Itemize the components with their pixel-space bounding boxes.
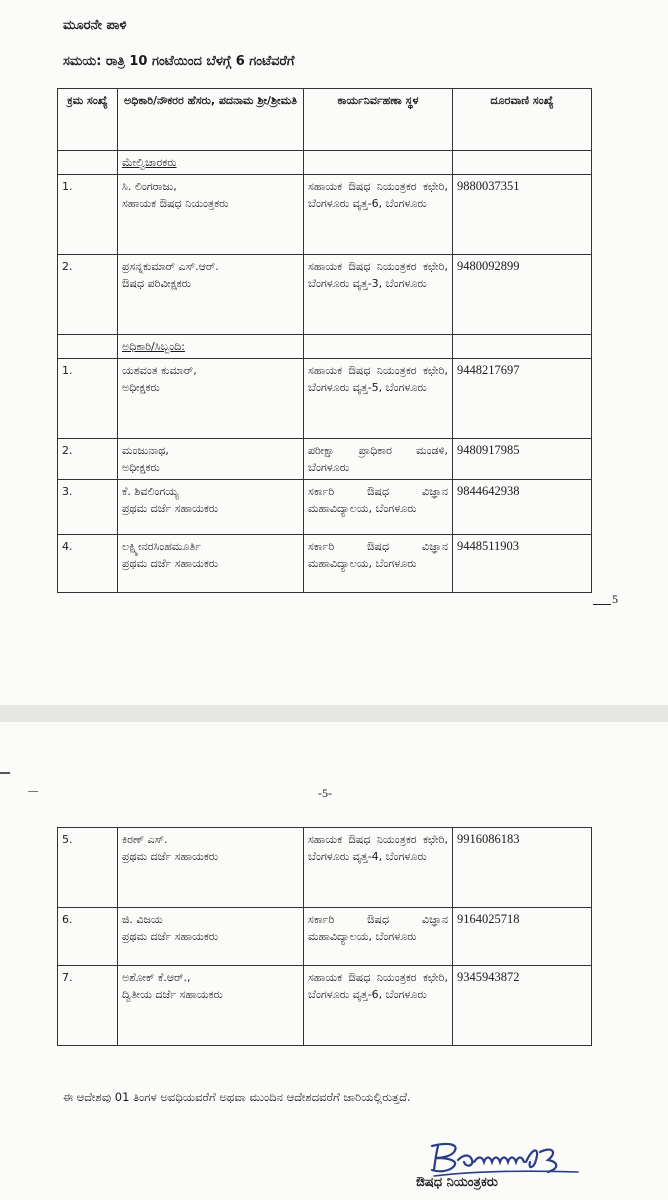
table-row [58, 828, 592, 908]
staff-designation: ಪ್ರಥಮ ದರ್ಜೆ ಸಹಾಯಕರು [122, 850, 219, 863]
serial-number: 7. [58, 966, 118, 1046]
phone-number: 9448511903 [453, 535, 592, 593]
serial-number: 6. [58, 908, 118, 966]
office-location: ಸಹಾಯಕ ಔಷಧ ನಿಯಂತ್ರಕರ ಕಛೇರಿ, ಬೆಂಗಳೂರು ವೃತ್ತ-5, ಬೆಂಗಳೂರು [304, 359, 453, 439]
phone-number: 9164025718 [453, 908, 592, 966]
header-office: ಕಾರ್ಯನಿರ್ವಹಣಾ ಸ್ಥಳ [304, 89, 453, 151]
serial-number: 1. [58, 359, 118, 439]
table-row [58, 359, 592, 439]
staff-table-page-2 [57, 827, 592, 1046]
section-label: ಮೇಲ್ವಿಚಾರಕರು [118, 151, 304, 175]
table-header-row [58, 89, 592, 151]
name-designation-cell [118, 439, 304, 480]
name-designation-cell [118, 828, 304, 908]
serial-number: 2. [58, 255, 118, 335]
signature-caption: ಔಷಧ ನಿಯಂತ್ರಕರು [416, 1175, 498, 1190]
staff-name: ಕೆ. ಶಿವಲಿಂಗಯ್ಯ [122, 485, 179, 498]
page-number-rule [593, 604, 611, 605]
order-validity-note: ಈ ಆದೇಶವು 01 ತಿಂಗಳ ಅವಧಿಯವರೆಗೆ ಅಥವಾ ಮುಂದಿನ ಆದೇಶದವರೆಗೆ ಜಾರಿಯಲ್ಲಿರುತ್ತದೆ. [63, 1090, 411, 1104]
office-location: ಸಹಾಯಕ ಔಷಧ ನಿಯಂತ್ರಕರ ಕಛೇರಿ, ಬೆಂಗಳೂರು ವೃತ್ತ-6, ಬೆಂಗಳೂರು [304, 966, 453, 1046]
table-row [58, 255, 592, 335]
serial-number: 2. [58, 439, 118, 480]
shift-title: ಮೂರನೇ ಪಾಳಿ [63, 18, 127, 33]
margin-mark [0, 772, 10, 774]
table-row [58, 908, 592, 966]
office-location: ಸರ್ಕಾರಿ ಔಷಧ ವಿಜ್ಞಾನ ಮಹಾವಿದ್ಯಾಲಯ, ಬೆಂಗಳೂರು [304, 480, 453, 535]
name-designation-cell [118, 255, 304, 335]
name-designation-cell [118, 966, 304, 1046]
shift-time: ಸಮಯ: ರಾತ್ರಿ 10 ಗಂಟೆಯಿಂದ ಬೆಳಗ್ಗೆ 6 ಗಂಟೆವರೆಗೆ [63, 54, 295, 69]
name-designation-cell [118, 175, 304, 255]
office-location: ಸರ್ಕಾರಿ ಔಷಧ ವಿಜ್ಞಾನ ಮಹಾವಿದ್ಯಾಲಯ, ಬೆಂಗಳೂರು [304, 908, 453, 966]
staff-name: ಯಶವಂತ ಕುಮಾರ್, [122, 364, 197, 377]
header-name: ಅಧಿಕಾರಿ/ನೌಕರರ ಹೆಸರು, ಪದನಾಮ ಶ್ರೀ/ಶ್ರೀಮತಿ [118, 89, 304, 151]
staff-name: ಸಿ. ಲಿಂಗರಾಜು, [122, 180, 177, 193]
page-separator [0, 705, 668, 722]
table-row [58, 480, 592, 535]
staff-designation: ಪ್ರಥಮ ದರ್ಜೆ ಸಹಾಯಕರು [122, 557, 219, 570]
staff-table-page-1 [57, 88, 592, 593]
page-number: 5 [612, 592, 618, 606]
section-label: ಅಧಿಕಾರಿ/ಸಿಬ್ಬಂದಿ: [118, 335, 304, 359]
staff-designation: ದ್ವಿತೀಯ ದರ್ಜೆ ಸಹಾಯಕರು [122, 988, 223, 1001]
phone-number: 9480092899 [453, 255, 592, 335]
phone-number: 9448217697 [453, 359, 592, 439]
office-location: ಸಹಾಯಕ ಔಷಧ ನಿಯಂತ್ರಕರ ಕಛೇರಿ, ಬೆಂಗಳೂರು ವೃತ್ತ-3, ಬೆಂಗಳೂರು [304, 255, 453, 335]
staff-name: ಪ್ರಸನ್ನಕುಮಾರ್ ಎಸ್.ಆರ್. [122, 260, 219, 273]
table-row [58, 966, 592, 1046]
name-designation-cell [118, 480, 304, 535]
margin-mark [28, 791, 38, 792]
staff-designation: ಪ್ರಥಮ ದರ್ಜೆ ಸಹಾಯಕರು [122, 930, 219, 943]
name-designation-cell [118, 359, 304, 439]
office-location: ಪರೀಕ್ಷಾ ಪ್ರಾಧಿಕಾರ ಮಂಡಳಿ, ಬೆಂಗಳೂರು [304, 439, 453, 480]
phone-number: 9880037351 [453, 175, 592, 255]
name-designation-cell [118, 535, 304, 593]
staff-name: ಮಂಜುನಾಥ, [122, 444, 169, 457]
staff-designation: ಪ್ರಥಮ ದರ್ಜೆ ಸಹಾಯಕರು [122, 502, 219, 515]
header-sno: ಕ್ರಮ ಸಂಖ್ಯೆ [58, 89, 118, 151]
phone-number: 9345943872 [453, 966, 592, 1046]
page-header-number: -5- [318, 786, 332, 800]
staff-name: ಲಕ್ಷ್ಮೀನರಸಿಂಹಮೂರ್ತಿ [122, 540, 201, 553]
office-location: ಸಹಾಯಕ ಔಷಧ ನಿಯಂತ್ರಕರ ಕಛೇರಿ, ಬೆಂಗಳೂರು ವೃತ್ತ-6, ಬೆಂಗಳೂರು [304, 175, 453, 255]
staff-name: ಜಿ. ವಿಜಯ [122, 913, 163, 926]
staff-designation: ಸಹಾಯಕ ಔಷಧ ನಿಯಂತ್ರಕರು [122, 197, 229, 210]
table-row [58, 535, 592, 593]
serial-number: 5. [58, 828, 118, 908]
staff-designation: ಅಧೀಕ್ಷಕರು [122, 461, 160, 474]
table-row [58, 175, 592, 255]
serial-number: 1. [58, 175, 118, 255]
phone-number: 9844642938 [453, 480, 592, 535]
document-page-2 [0, 722, 668, 1200]
office-location: ಸರ್ಕಾರಿ ಔಷಧ ವಿಜ್ಞಾನ ಮಹಾವಿದ್ಯಾಲಯ, ಬೆಂಗಳೂರು [304, 535, 453, 593]
staff-name: ಅಶೋಕ್ ಕೆ.ಆರ್., [122, 971, 191, 984]
serial-number: 4. [58, 535, 118, 593]
name-designation-cell [118, 908, 304, 966]
section-row-staff [58, 335, 592, 359]
office-location: ಸಹಾಯಕ ಔಷಧ ನಿಯಂತ್ರಕರ ಕಛೇರಿ, ಬೆಂಗಳೂರು ವೃತ್ತ-4, ಬೆಂಗಳೂರು [304, 828, 453, 908]
header-phone: ದೂರವಾಣಿ ಸಂಖ್ಯೆ [453, 89, 592, 151]
table-row [58, 439, 592, 480]
staff-name: ಕಿರಣ್ ಎಸ್. [122, 833, 168, 846]
phone-number: 9916086183 [453, 828, 592, 908]
staff-designation: ಔಷಧ ಪರಿವೀಕ್ಷಕರು [122, 277, 191, 290]
serial-number: 3. [58, 480, 118, 535]
phone-number: 9480917985 [453, 439, 592, 480]
staff-designation: ಅಧೀಕ್ಷಕರು [122, 381, 160, 394]
section-row-supervisors [58, 151, 592, 175]
